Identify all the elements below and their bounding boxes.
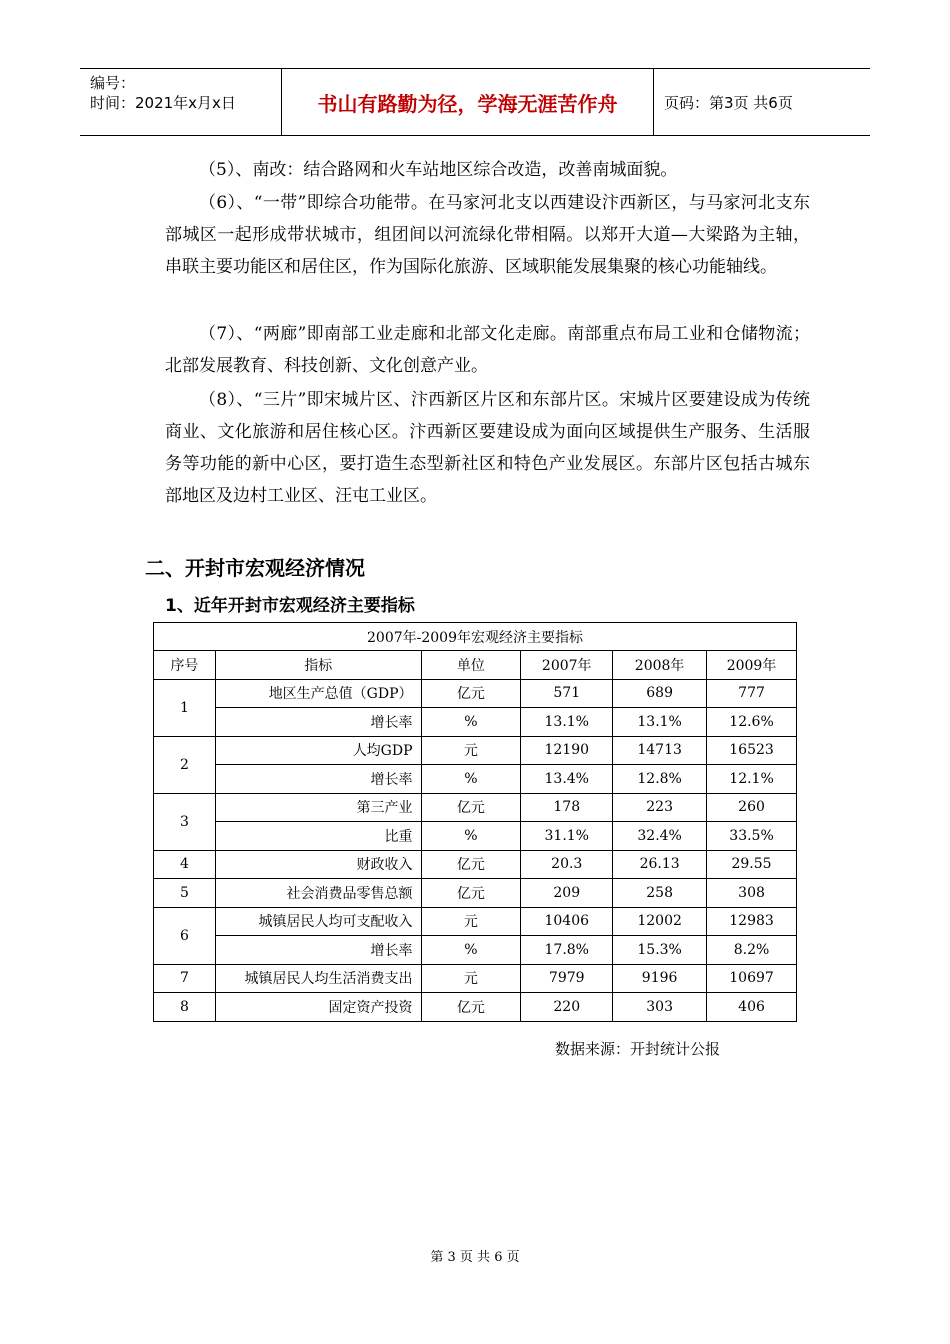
column-header: 指标 bbox=[215, 651, 421, 680]
header-meta bbox=[80, 69, 282, 135]
subsection-title: 1、近年开封市宏观经济主要指标 bbox=[165, 596, 415, 616]
table-row bbox=[154, 679, 797, 708]
value-cell: 260 bbox=[707, 793, 797, 822]
value-cell: 8.2% bbox=[707, 936, 797, 965]
indicator-name: 增长率 bbox=[215, 936, 421, 965]
value-cell: 17.8% bbox=[521, 936, 613, 965]
value-cell: 20.3 bbox=[521, 850, 613, 879]
row-number: 1 bbox=[154, 679, 216, 736]
page-header bbox=[80, 68, 870, 136]
unit-cell: % bbox=[421, 765, 521, 794]
value-cell: 12.1% bbox=[707, 765, 797, 794]
unit-cell: 亿元 bbox=[421, 850, 521, 879]
unit-cell: 元 bbox=[421, 736, 521, 765]
column-header: 2007年 bbox=[521, 651, 613, 680]
unit-cell: 元 bbox=[421, 964, 521, 993]
value-cell: 13.1% bbox=[613, 708, 707, 737]
value-cell: 12190 bbox=[521, 736, 613, 765]
unit-cell: % bbox=[421, 822, 521, 851]
value-cell: 406 bbox=[707, 993, 797, 1022]
value-cell: 12002 bbox=[613, 907, 707, 936]
value-cell: 7979 bbox=[521, 964, 613, 993]
value-cell: 689 bbox=[613, 679, 707, 708]
table-row bbox=[154, 793, 797, 822]
section-title: 二、开封市宏观经济情况 bbox=[145, 556, 365, 580]
unit-cell: 亿元 bbox=[421, 793, 521, 822]
unit-cell: 亿元 bbox=[421, 679, 521, 708]
table-row bbox=[154, 708, 797, 737]
indicator-name: 固定资产投资 bbox=[215, 993, 421, 1022]
value-cell: 571 bbox=[521, 679, 613, 708]
paragraph-5: （5）、南改：结合路网和火车站地区综合改造，改善南城面貌。 bbox=[199, 160, 678, 180]
value-cell: 178 bbox=[521, 793, 613, 822]
data-source-note: 数据来源：开封统计公报 bbox=[555, 1040, 721, 1058]
unit-cell: 亿元 bbox=[421, 993, 521, 1022]
value-cell: 209 bbox=[521, 879, 613, 908]
row-number: 8 bbox=[154, 993, 216, 1022]
value-cell: 13.4% bbox=[521, 765, 613, 794]
value-cell: 10406 bbox=[521, 907, 613, 936]
table-row bbox=[154, 907, 797, 936]
table-header-row bbox=[154, 651, 797, 680]
header-motto: 书山有路勤为径，学海无涯苦作舟 bbox=[282, 69, 654, 135]
unit-cell: % bbox=[421, 936, 521, 965]
indicator-name: 增长率 bbox=[215, 765, 421, 794]
value-cell: 777 bbox=[707, 679, 797, 708]
paragraph-8: （8）、“三片”即宋城片区、汴西新区片区和东部片区。宋城片区要建设成为传统商业、文化旅游和居住核心区。汴西新区要建设成为面向区域提供生产服务、生活服务等功能的新中心区，要打造生态型新社区和特色产业发展区。东部片区包括古城东部地区及边村工业区、汪屯工业区。 bbox=[165, 390, 810, 506]
indicator-name: 第三产业 bbox=[215, 793, 421, 822]
table-row bbox=[154, 879, 797, 908]
paragraph-6: （6）、“一带”即综合功能带。在马家河北支以西建设汴西新区，与马家河北支东部城区一起形成带状城市，组团间以河流绿化带相隔。以郑开大道—大梁路为主轴，串联主要功能区和居住区，作为国际化旅游、区域职能发展集聚的核心功能轴线。 bbox=[165, 193, 810, 277]
value-cell: 12.6% bbox=[707, 708, 797, 737]
indicator-name: 增长率 bbox=[215, 708, 421, 737]
row-number: 7 bbox=[154, 964, 216, 993]
column-header: 序号 bbox=[154, 651, 216, 680]
value-cell: 223 bbox=[613, 793, 707, 822]
value-cell: 31.1% bbox=[521, 822, 613, 851]
table-row bbox=[154, 822, 797, 851]
paragraph-7: （7）、“两廊”即南部工业走廊和北部文化走廊。南部重点布局工业和仓储物流；北部发展教育、科技创新、文化创意产业。 bbox=[165, 324, 810, 376]
indicator-name: 地区生产总值（GDP） bbox=[215, 679, 421, 708]
indicator-name: 社会消费品零售总额 bbox=[215, 879, 421, 908]
table-row bbox=[154, 736, 797, 765]
table-caption-row bbox=[154, 623, 797, 651]
value-cell: 26.13 bbox=[613, 850, 707, 879]
number-label: 编号： bbox=[90, 74, 136, 92]
value-cell: 220 bbox=[521, 993, 613, 1022]
unit-cell: 亿元 bbox=[421, 879, 521, 908]
value-cell: 29.55 bbox=[707, 850, 797, 879]
indicator-name: 城镇居民人均生活消费支出 bbox=[215, 964, 421, 993]
table-row bbox=[154, 850, 797, 879]
value-cell: 308 bbox=[707, 879, 797, 908]
value-cell: 303 bbox=[613, 993, 707, 1022]
value-cell: 9196 bbox=[613, 964, 707, 993]
table-row bbox=[154, 993, 797, 1022]
value-cell: 15.3% bbox=[613, 936, 707, 965]
value-cell: 12983 bbox=[707, 907, 797, 936]
unit-cell: % bbox=[421, 708, 521, 737]
row-number: 2 bbox=[154, 736, 216, 793]
column-header: 单位 bbox=[421, 651, 521, 680]
value-cell: 258 bbox=[613, 879, 707, 908]
header-page-label: 页码：第3页 共6页 bbox=[664, 93, 793, 112]
value-cell: 14713 bbox=[613, 736, 707, 765]
economic-indicators-table bbox=[153, 622, 797, 1022]
value-cell: 33.5% bbox=[707, 822, 797, 851]
value-cell: 12.8% bbox=[613, 765, 707, 794]
value-cell: 13.1% bbox=[521, 708, 613, 737]
value-cell: 16523 bbox=[707, 736, 797, 765]
unit-cell: 元 bbox=[421, 907, 521, 936]
indicator-name: 比重 bbox=[215, 822, 421, 851]
column-header: 2009年 bbox=[707, 651, 797, 680]
column-header: 2008年 bbox=[613, 651, 707, 680]
table-row bbox=[154, 936, 797, 965]
indicator-name: 财政收入 bbox=[215, 850, 421, 879]
time-label: 时间：2021年x月x日 bbox=[90, 94, 236, 112]
page-footer: 第 3 页 共 6 页 bbox=[430, 1250, 520, 1265]
value-cell: 10697 bbox=[707, 964, 797, 993]
table-row bbox=[154, 765, 797, 794]
indicator-name: 城镇居民人均可支配收入 bbox=[215, 907, 421, 936]
row-number: 4 bbox=[154, 850, 216, 879]
row-number: 3 bbox=[154, 793, 216, 850]
row-number: 6 bbox=[154, 907, 216, 964]
row-number: 5 bbox=[154, 879, 216, 908]
indicator-name: 人均GDP bbox=[215, 736, 421, 765]
value-cell: 32.4% bbox=[613, 822, 707, 851]
table-caption: 2007年-2009年宏观经济主要指标 bbox=[154, 623, 797, 651]
table-row bbox=[154, 964, 797, 993]
